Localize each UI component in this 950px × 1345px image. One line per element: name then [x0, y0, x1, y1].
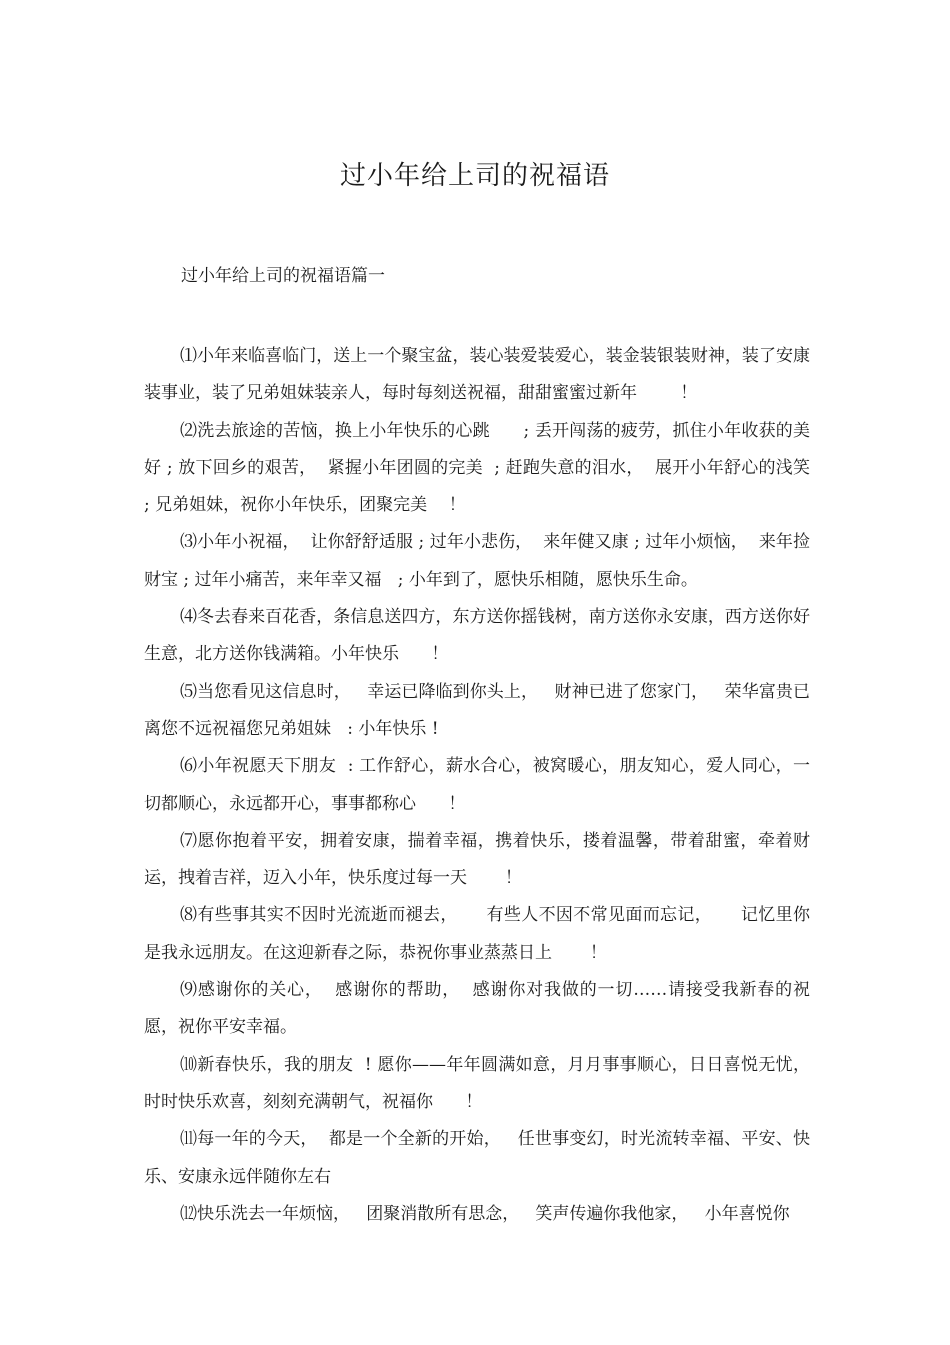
paragraph-12: ⑿快乐洗去一年烦恼， 团聚消散所有思念， 笑声传遍你我他家， 小年喜悦你	[180, 1203, 790, 1224]
paragraph-1: ⑴小年来临喜临门，送上一个聚宝盆，装心装爱装爱心，装金装银装财神，装了安康装事业，装了兄弟姐妹装亲人，每时每刻送祝福，甜甜蜜蜜过新年 ！	[144, 346, 810, 404]
body-text	[144, 338, 816, 1233]
paragraph-4: ⑷冬去春来百花香，条信息送四方，东方送你摇钱树，南方送你永安康，西方送你好生意，北方送你钱满箱。小年快乐 ！	[144, 607, 810, 665]
paragraph-9: ⑼感谢你的关心， 感谢你的帮助， 感谢你对我做的一切……请接受我新春的祝愿，祝你平安幸福。	[144, 980, 810, 1038]
paragraph-6: ⑹小年祝愿天下朋友 : 工作舒心，薪水合心，被窝暖心，朋友知心，爱人同心，一切都顺心，永远都开心，事事都称心 ！	[144, 756, 810, 814]
paragraph-7: ⑺愿你抱着平安，拥着安康，揣着幸福，携着快乐，搂着温馨，带着甜蜜，牵着财运，拽着吉祥，迈入小年，快乐度过每一天 ！	[144, 830, 810, 889]
page-title: 过小年给上司的祝福语	[339, 161, 610, 191]
paragraph-2: ⑵洗去旅途的苦恼，换上小年快乐的心跳 ; 丢开闯荡的疲劳，抓住小年收获的美好 ; 放下回乡的艰苦， 紧握小年团圆的完美 ; 赶跑失意的泪水， 展开小年舒心的浅笑 ; 兄弟姐妹，祝你小年快乐，团聚完美 ！	[144, 420, 816, 516]
paragraph-11: ⑾每一年的今天， 都是一个全新的开始， 任世事变幻，时光流转幸福、平安、快乐、安康永远伴随你左右	[144, 1129, 810, 1187]
section-heading: 过小年给上司的祝福语篇一	[181, 266, 385, 286]
paragraph-3: ⑶小年小祝福， 让你舒舒适服 ; 过年小悲伤， 来年健又康 ; 过年小烦恼， 来年捡财宝 ; 过年小痛苦，来年幸又福 ; 小年到了，愿快乐相随，愿快乐生命。	[144, 532, 810, 590]
paragraph-5: ⑸当您看见这信息时， 幸运已降临到你头上， 财神已进了您家门， 荣华富贵已离您不远祝福您兄弟姐妹 : 小年快乐 !	[144, 681, 810, 739]
paragraph-8: ⑻有些事其实不因时光流逝而褪去， 有些人不因不常见面而忘记， 记忆里你是我永远朋友。在这迎新春之际，恭祝你事业蒸蒸日上 ！	[144, 905, 810, 963]
paragraph-10: ⑽新春快乐，我的朋友 ! 愿你——年年圆满如意，月月事事顺心，日日喜悦无忧，时时快乐欢喜，刻刻充满朝气，祝福你 ！	[144, 1054, 810, 1112]
